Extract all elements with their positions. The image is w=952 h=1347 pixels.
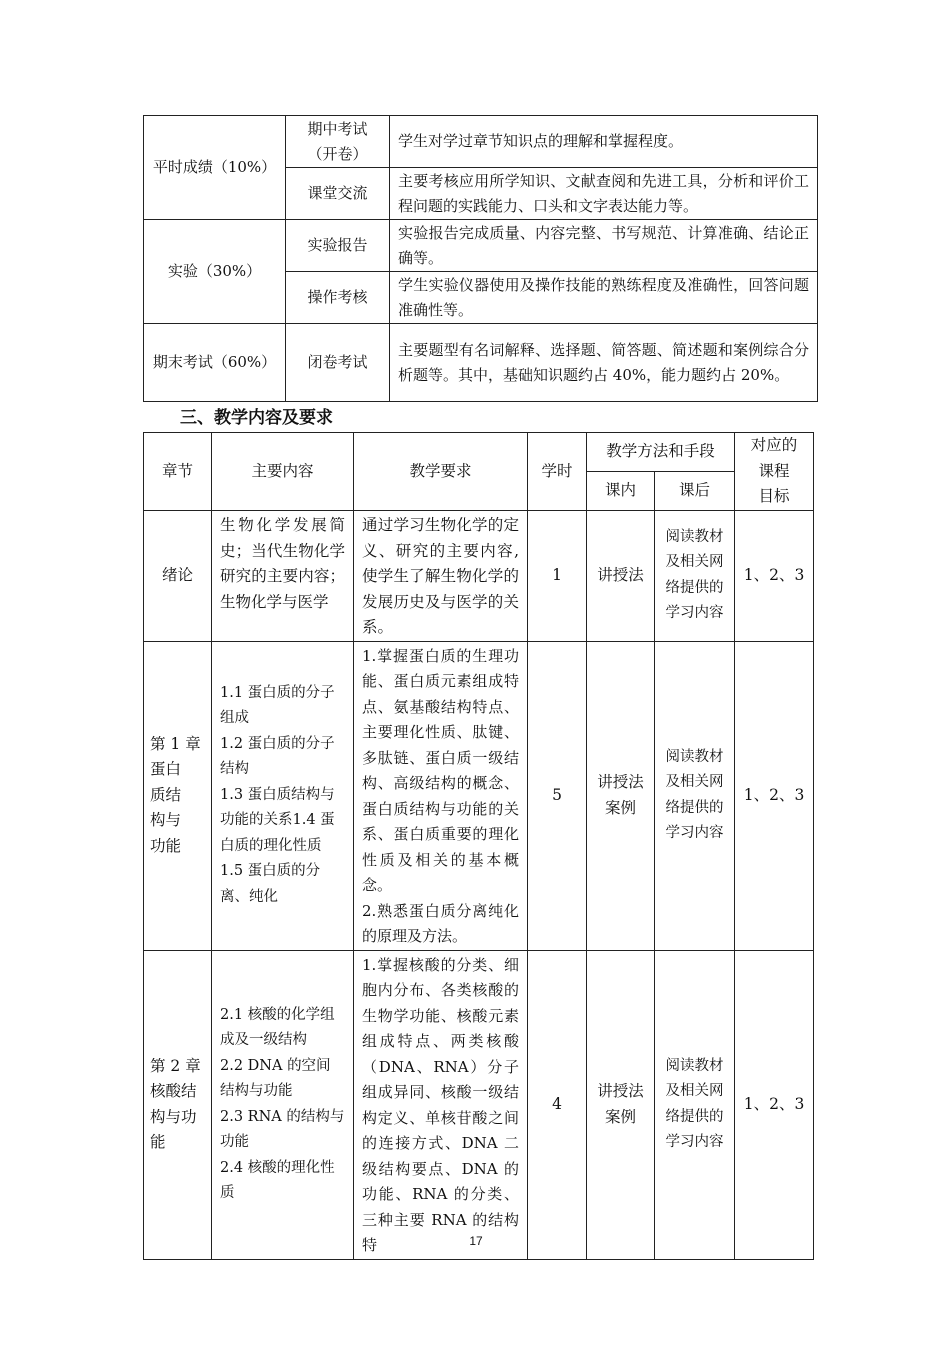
in-class-cell: 讲授法 [587,511,655,642]
header-chapter: 章节 [144,433,212,511]
category-cell: 平时成绩（10%） [144,116,286,220]
requirements-cell: 通过学习生物化学的定义、研究的主要内容,使学生了解生物化学的发展历史及与医学的关系。 [354,511,528,642]
table-row [144,511,814,642]
header-main-content: 主要内容 [212,433,354,511]
category-cell: 期末考试（60%） [144,324,286,402]
after-class-cell: 阅读教材 及相关网 络提供的 学习内容 [655,950,735,1259]
method-cell: 闭卷考试 [286,324,390,402]
content-cell: 主要题型有名词解释、选择题、简答题、简述题和案例综合分析题等。其中，基础知识题约占 40%，能力题约占 20%。 [390,324,818,402]
table-row [144,950,814,1259]
objectives-cell: 1、2、3 [735,950,814,1259]
hours-cell: 5 [528,641,587,950]
chapter-cell: 第 2 章 核酸结 构与功 能 [144,950,212,1259]
header-after-class: 课后 [655,472,735,511]
content-cell: 学生对学过章节知识点的理解和掌握程度。 [390,116,818,168]
table-row [144,116,818,168]
table-row [144,641,814,950]
header-in-class: 课内 [587,472,655,511]
header-hours: 学时 [528,433,587,511]
header-methods: 教学方法和手段 [587,433,735,472]
main-content-cell: 2.1 核酸的化学组成及一级结构 2.2 DNA 的空间结构与功能 2.3 RNA 的结构与功能 2.4 核酸的理化性质 [212,950,354,1259]
table-row [144,324,818,402]
section-heading: 三、教学内容及要求 [180,408,333,428]
method-cell: 期中考试 （开卷） [286,116,390,168]
teaching-content-table [143,432,814,1260]
hours-cell: 4 [528,950,587,1259]
requirements-cell: 1.掌握核酸的分类、细胞内分布、各类核酸的生物学功能、核酸元素组成特点、两类核酸（DNA、RNA）分子组成异同、核酸一级结构定义、单核苷酸之间的连接方式、DNA 二级结构要点、DNA 的功能、RNA 的分类、三种主要 RNA 的结构特 [354,950,528,1259]
assessment-table [143,115,818,402]
method-cell: 课堂交流 [286,168,390,220]
chapter-cell: 绪论 [144,511,212,642]
content-cell: 实验报告完成质量、内容完整、书写规范、计算准确、结论正确等。 [390,220,818,272]
content-cell: 主要考核应用所学知识、文献查阅和先进工具，分析和评价工程问题的实践能力、口头和文字表达能力等。 [390,168,818,220]
chapter-cell: 第 1 章 蛋白 质结 构与 功能 [144,641,212,950]
method-cell: 实验报告 [286,220,390,272]
main-content-cell: 生物化学发展简史；当代生物化学研究的主要内容；生物化学与医学 [212,511,354,642]
objectives-cell: 1、2、3 [735,511,814,642]
header-objectives: 对应的 课程 目标 [735,433,814,511]
category-cell: 实验（30%） [144,220,286,324]
in-class-cell: 讲授法 案例 [587,950,655,1259]
content-cell: 学生实验仪器使用及操作技能的熟练程度及准确性，回答问题准确性等。 [390,272,818,324]
header-row [144,433,814,472]
hours-cell: 1 [528,511,587,642]
header-requirements: 教学要求 [354,433,528,511]
method-cell: 操作考核 [286,272,390,324]
table-row [144,220,818,272]
objectives-cell: 1、2、3 [735,641,814,950]
after-class-cell: 阅读教材 及相关网 络提供的 学习内容 [655,511,735,642]
requirements-cell: 1.掌握蛋白质的生理功能、蛋白质元素组成特点、氨基酸结构特点、主要理化性质、肽键、多肽链、蛋白质一级结构、高级结构的概念、蛋白质结构与功能的关系、蛋白质重要的理化性质及相关的基本概念。 2.熟悉蛋白质分离纯化的原理及方法。 [354,641,528,950]
in-class-cell: 讲授法 案例 [587,641,655,950]
after-class-cell: 阅读教材 及相关网 络提供的 学习内容 [655,641,735,950]
page-number: 17 [469,1234,483,1248]
main-content-cell: 1.1 蛋白质的分子组成 1.2 蛋白质的分子结构 1.3 蛋白质结构与功能的关系1.4 蛋白质的理化性质 1.5 蛋白质的分离、纯化 [212,641,354,950]
